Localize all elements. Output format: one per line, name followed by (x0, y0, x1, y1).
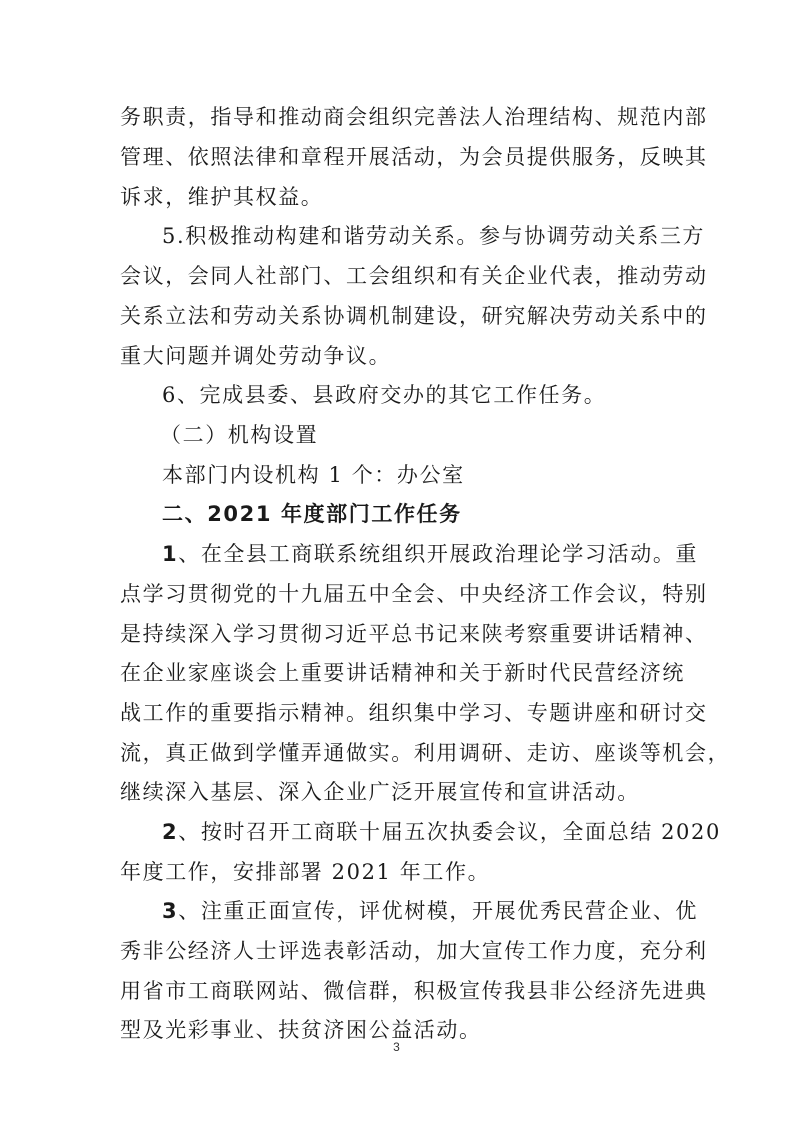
page-number: 3 (393, 1040, 400, 1054)
task-3-line: 型及光彩事业、扶贫济困公益活动。 (120, 1018, 482, 1042)
item-6-line: 6、完成县委、县政府交办的其它工作任务。 (162, 383, 607, 407)
task-1-line: 继续深入基层、深入企业广泛开展宣传和宣讲活动。 (120, 780, 640, 804)
task-1-line (162, 540, 698, 568)
task-text: 、注重正面宣传，评优树模，开展优秀民营企业、优 (178, 899, 699, 923)
paragraph-line: 管理、依照法律和章程开展活动，为会员提供服务，反映其 (120, 145, 708, 169)
task-2-line: 年度工作，安排部署 2021 年工作。 (120, 860, 491, 884)
item-5-line: 会议，会同人社部门、工会组织和有关企业代表，推动劳动 (120, 264, 708, 288)
item-5-line: 重大问题并调处劳动争议。 (120, 344, 392, 368)
task-3-line (162, 897, 698, 925)
task-number: 3 (162, 899, 179, 923)
task-text: 、按时召开工商联十届五次执委会议，全面总结 2020 (178, 820, 721, 844)
section-2-heading: 二、2021 年度部门工作任务 (162, 502, 462, 526)
task-number: 1 (162, 542, 179, 566)
item-5-line: 5.积极推动构建和谐劳动关系。参与协调劳动关系三方 (162, 224, 706, 248)
task-text: 、在全县工商联系统组织开展政治理论学习活动。重 (178, 542, 699, 566)
task-1-line: 流，真正做到学懂弄通做实。利用调研、走访、座谈等机会， (120, 741, 731, 765)
task-1-line: 点学习贯彻党的十九届五中全会、中央经济工作会议，特别 (120, 582, 708, 606)
section-org-body: 本部门内设机构 1 个：办公室 (162, 463, 465, 487)
task-1-line: 是持续深入学习贯彻习近平总书记来陕考察重要讲话精神、 (120, 622, 708, 646)
paragraph-line: 务职责，指导和推动商会组织完善法人治理结构、规范内部 (120, 105, 708, 129)
task-3-line: 用省市工商联网站、微信群，积极宣传我县非公经济先进典 (120, 979, 708, 1003)
task-1-line: 战工作的重要指示精神。组织集中学习、专题讲座和研讨交 (120, 701, 708, 725)
task-3-line: 秀非公经济人士评选表彰活动，加大宣传工作力度，充分利 (120, 939, 708, 963)
paragraph-line: 诉求，维护其权益。 (120, 185, 324, 209)
task-number: 2 (162, 820, 179, 844)
section-org-heading: （二）机构设置 (160, 423, 319, 447)
task-1-line: 在企业家座谈会上重要讲话精神和关于新时代民营经济统 (120, 661, 685, 685)
task-2-line (162, 818, 721, 846)
item-5-line: 关系立法和劳动关系协调机制建设，研究解决劳动关系中的 (120, 304, 708, 328)
